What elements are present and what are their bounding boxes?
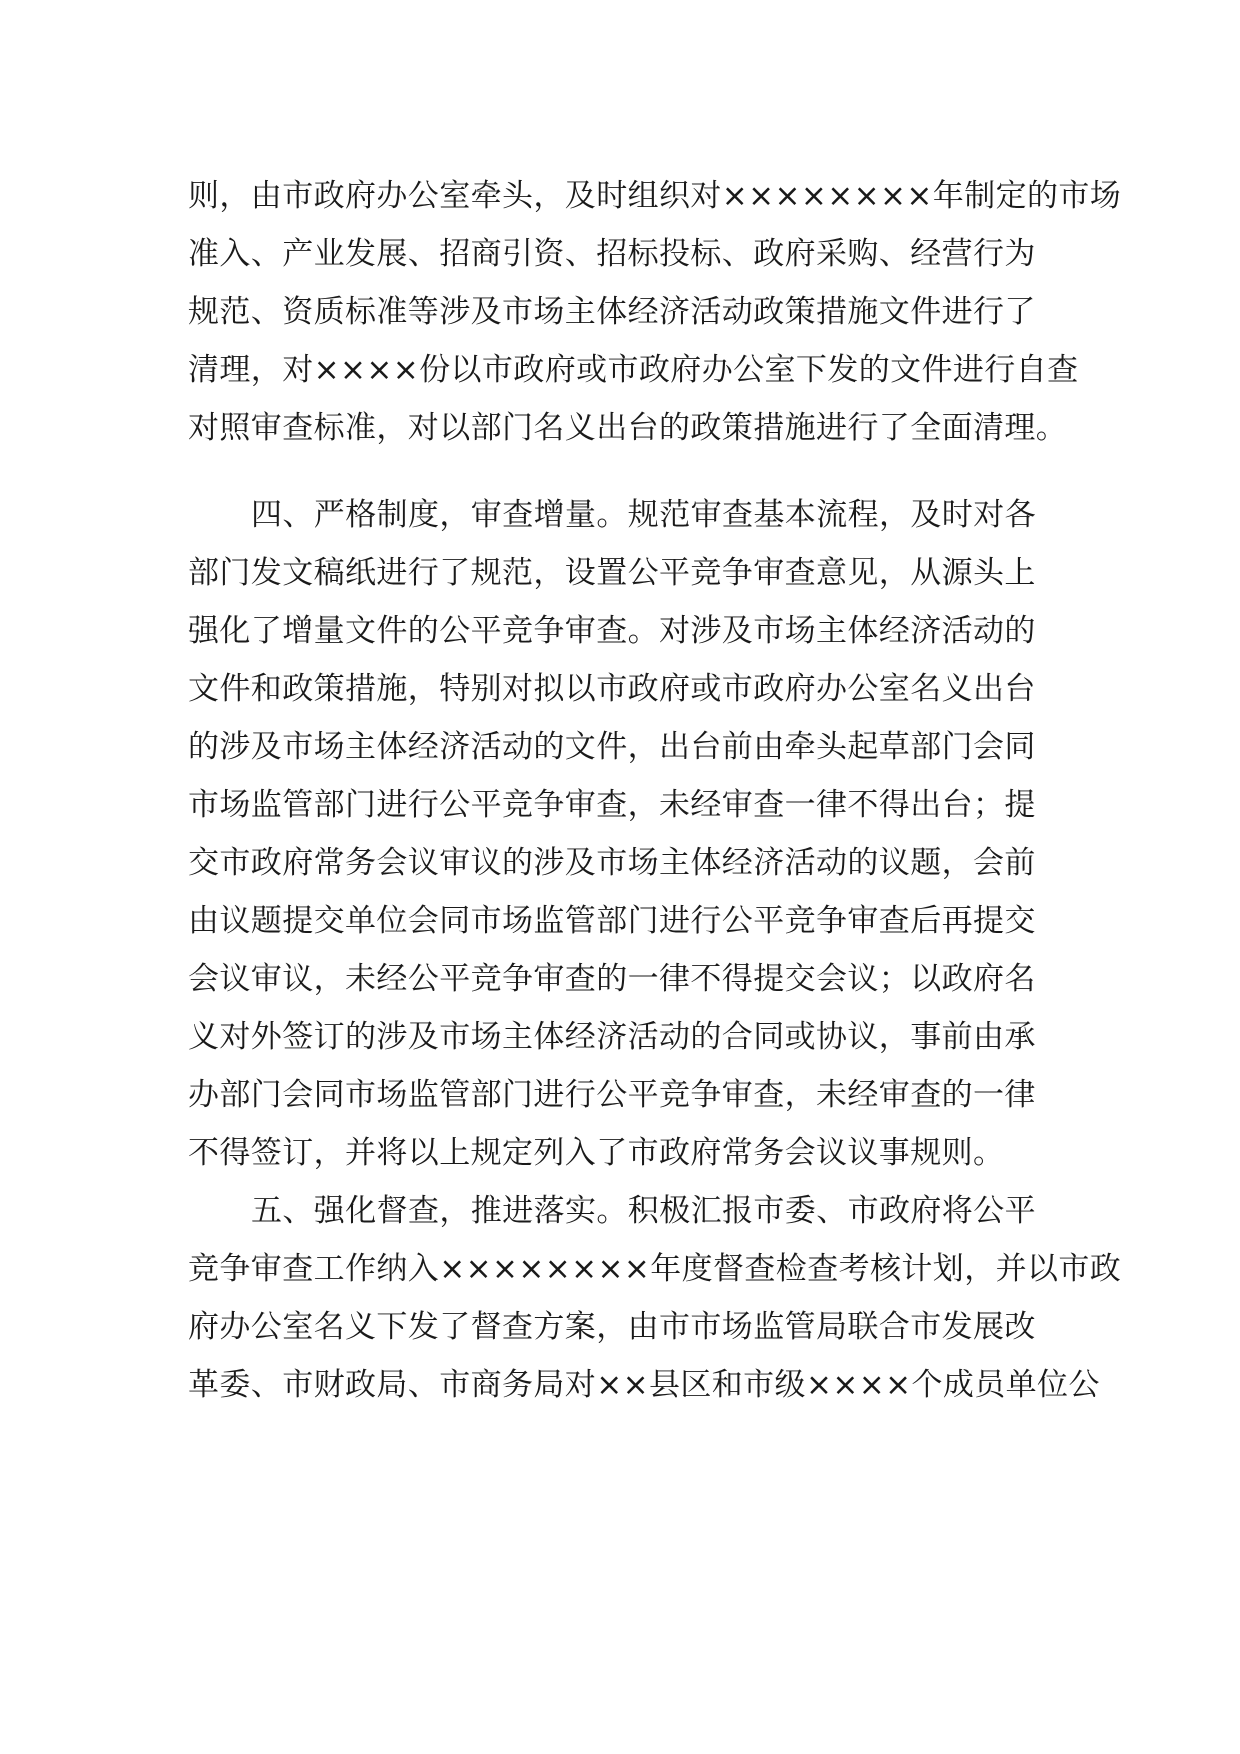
text-line: 则，由市政府办公室牵头，及时组织对××××××××年制定的市场	[188, 178, 1122, 214]
text-line: 规范、资质标准等涉及市场主体经济活动政策措施文件进行了	[188, 294, 1036, 330]
section-heading-line: 四、严格制度，审查增量。规范审查基本流程，及时对各	[251, 497, 1036, 533]
text-line: 府办公室名义下发了督查方案，由市市场监管局联合市发展改	[188, 1309, 1036, 1345]
text-line: 对照审查标准，对以部门名义出台的政策措施进行了全面清理。	[188, 410, 1068, 446]
text-line: 准入、产业发展、招商引资、招标投标、政府采购、经营行为	[188, 236, 1036, 272]
text-line: 不得签订，并将以上规定列入了市政府常务会议议事规则。	[188, 1135, 1005, 1171]
text-line: 强化了增量文件的公平竞争审查。对涉及市场主体经济活动的	[188, 613, 1036, 649]
text-line: 办部门会同市场监管部门进行公平竞争审查，未经审查的一律	[188, 1077, 1036, 1113]
text-line: 由议题提交单位会同市场监管部门进行公平竞争审查后再提交	[188, 903, 1036, 939]
text-line: 市场监管部门进行公平竞争审查，未经审查一律不得出台；提	[188, 787, 1036, 823]
text-line: 义对外签订的涉及市场主体经济活动的合同或协议，事前由承	[188, 1019, 1036, 1055]
text-line: 竞争审查工作纳入××××××××年度督查检查考核计划，并以市政	[188, 1251, 1122, 1287]
text-line: 部门发文稿纸进行了规范，设置公平竞争审查意见，从源头上	[188, 555, 1036, 591]
text-line: 会议审议，未经公平竞争审查的一律不得提交会议；以政府名	[188, 961, 1036, 997]
text-line: 革委、市财政局、市商务局对××县区和市级××××个成员单位公	[188, 1367, 1100, 1403]
text-line: 交市政府常务会议审议的涉及市场主体经济活动的议题，会前	[188, 845, 1036, 881]
text-line: 清理，对××××份以市政府或市政府办公室下发的文件进行自查	[188, 352, 1079, 388]
text-line: 的涉及市场主体经济活动的文件，出台前由牵头起草部门会同	[188, 729, 1036, 765]
section-heading-line: 五、强化督查，推进落实。积极汇报市委、市政府将公平	[251, 1193, 1036, 1229]
text-line: 文件和政策措施，特别对拟以市政府或市政府办公室名义出台	[188, 671, 1036, 707]
